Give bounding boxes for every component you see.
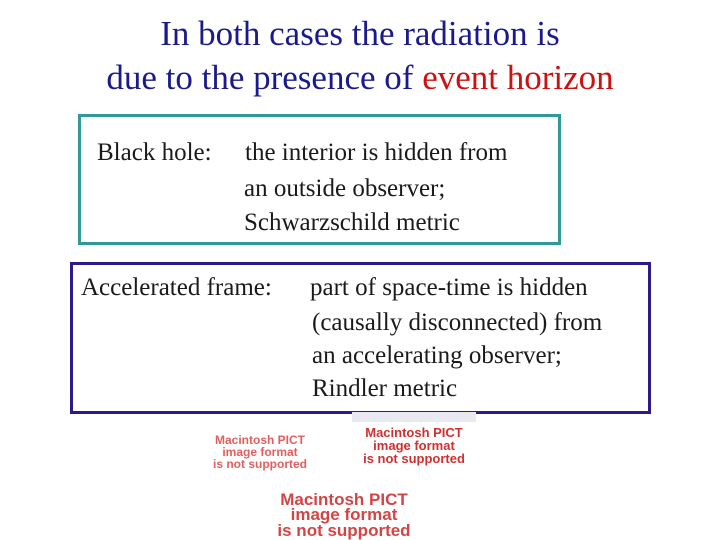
title-line-2-prefix: due to the presence of — [106, 58, 423, 97]
unsupported-image-placeholder-3 — [226, 492, 462, 538]
accelerated-line-3: an accelerating observer; — [312, 342, 562, 369]
unsupported-image-placeholder-1 — [190, 434, 330, 470]
accelerated-frame-box — [70, 262, 651, 414]
placeholder-2-line-2: image format — [373, 438, 455, 453]
title-line-1: In both cases the radiation is — [160, 14, 560, 53]
placeholder-2-line-3: is not supported — [363, 451, 465, 466]
placeholder-2-top-strip — [352, 412, 476, 422]
placeholder-1-line-3: is not supported — [213, 457, 307, 471]
accelerated-line-4: Rindler metric — [312, 375, 458, 402]
placeholder-1-line-2: image format — [222, 445, 298, 459]
black-hole-line-1: the interior is hidden from — [245, 139, 508, 166]
unsupported-image-placeholder-2 — [352, 426, 476, 465]
accelerated-line-1: part of space-time is hidden — [310, 274, 588, 301]
placeholder-1-line-1: Macintosh PICT — [214, 433, 305, 447]
placeholder-3-line-1: Macintosh PICT — [280, 490, 408, 509]
black-hole-line-3: Schwarzschild metric — [244, 209, 460, 236]
placeholder-3-line-3: is not supported — [277, 520, 411, 540]
slide-title — [0, 12, 720, 100]
placeholder-2-line-1: Macintosh PICT — [365, 425, 463, 440]
title-line-2 — [0, 56, 720, 100]
accelerated-line-2: (causally disconnected) from — [312, 309, 603, 336]
title-accent: event horizon — [422, 58, 614, 97]
placeholder-3-line-2: image format — [290, 505, 398, 525]
black-hole-line-2: an outside observer; — [244, 175, 446, 202]
accelerated-label: Accelerated frame: — [81, 274, 272, 301]
black-hole-box — [78, 114, 561, 245]
black-hole-label: Black hole: — [97, 139, 212, 166]
